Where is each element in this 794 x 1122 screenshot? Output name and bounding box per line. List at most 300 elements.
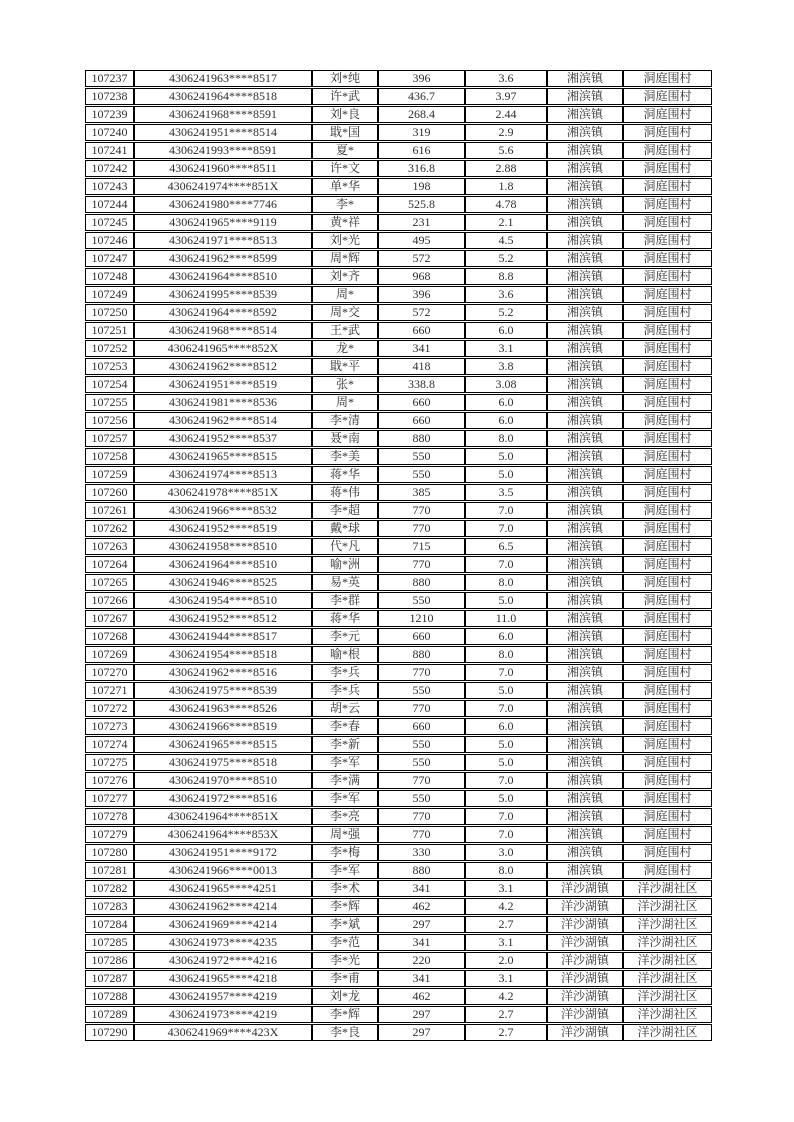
masked-id-cell: 4306241962****8512: [134, 358, 312, 375]
masked-name-cell: 李*美: [312, 448, 378, 465]
village-cell: 洞庭围村: [623, 592, 712, 609]
masked-name-cell: 李*术: [312, 880, 378, 897]
village-cell: 洞庭围村: [623, 790, 712, 807]
amount-cell: 550: [378, 682, 465, 699]
quantity-cell: 3.8: [465, 358, 547, 375]
masked-id-cell: 4306241964****851X: [134, 808, 312, 825]
serial-cell: 107243: [85, 178, 134, 195]
amount-cell: 297: [378, 1006, 465, 1023]
masked-id-cell: 4306241972****8516: [134, 790, 312, 807]
town-cell: 湘滨镇: [547, 196, 623, 213]
amount-cell: 316.8: [378, 160, 465, 177]
town-cell: 湘滨镇: [547, 304, 623, 321]
masked-name-cell: 刘*光: [312, 232, 378, 249]
amount-cell: 770: [378, 772, 465, 789]
masked-id-cell: 4306241964****8510: [134, 268, 312, 285]
masked-id-cell: 4306241963****8526: [134, 700, 312, 717]
quantity-cell: 5.0: [465, 736, 547, 753]
amount-cell: 396: [378, 286, 465, 303]
quantity-cell: 4.78: [465, 196, 547, 213]
village-cell: 洞庭围村: [623, 70, 712, 87]
table-row: [85, 466, 712, 483]
amount-cell: 268.4: [378, 106, 465, 123]
masked-name-cell: 李*甫: [312, 970, 378, 987]
table-row: [85, 682, 712, 699]
town-cell: 湘滨镇: [547, 124, 623, 141]
table-row: [85, 448, 712, 465]
town-cell: 湘滨镇: [547, 754, 623, 771]
masked-id-cell: 4306241952****8512: [134, 610, 312, 627]
village-cell: 洋沙湖社区: [623, 934, 712, 951]
masked-name-cell: 李*兵: [312, 682, 378, 699]
village-cell: 洞庭围村: [623, 232, 712, 249]
town-cell: 湘滨镇: [547, 106, 623, 123]
quantity-cell: 7.0: [465, 502, 547, 519]
masked-name-cell: 戢*平: [312, 358, 378, 375]
table-row: [85, 664, 712, 681]
serial-cell: 107266: [85, 592, 134, 609]
serial-cell: 107251: [85, 322, 134, 339]
village-cell: 洞庭围村: [623, 124, 712, 141]
town-cell: 湘滨镇: [547, 412, 623, 429]
table-row: [85, 502, 712, 519]
amount-cell: 770: [378, 826, 465, 843]
town-cell: 湘滨镇: [547, 268, 623, 285]
serial-cell: 107280: [85, 844, 134, 861]
quantity-cell: 4.5: [465, 232, 547, 249]
quantity-cell: 8.0: [465, 646, 547, 663]
amount-cell: 525.8: [378, 196, 465, 213]
amount-cell: 660: [378, 718, 465, 735]
quantity-cell: 2.9: [465, 124, 547, 141]
table-row: [85, 412, 712, 429]
town-cell: 洋沙湖镇: [547, 970, 623, 987]
amount-cell: 1210: [378, 610, 465, 627]
village-cell: 洞庭围村: [623, 286, 712, 303]
masked-id-cell: 4306241964****8518: [134, 88, 312, 105]
village-cell: 洞庭围村: [623, 340, 712, 357]
masked-id-cell: 4306241962****8599: [134, 250, 312, 267]
amount-cell: 660: [378, 394, 465, 411]
masked-name-cell: 李*元: [312, 628, 378, 645]
masked-id-cell: 4306241975****8539: [134, 682, 312, 699]
serial-cell: 107264: [85, 556, 134, 573]
town-cell: 湘滨镇: [547, 718, 623, 735]
masked-name-cell: 许*武: [312, 88, 378, 105]
village-cell: 洋沙湖社区: [623, 916, 712, 933]
serial-cell: 107283: [85, 898, 134, 915]
quantity-cell: 7.0: [465, 664, 547, 681]
quantity-cell: 6.0: [465, 322, 547, 339]
quantity-cell: 2.0: [465, 952, 547, 969]
town-cell: 湘滨镇: [547, 448, 623, 465]
quantity-cell: 7.0: [465, 700, 547, 717]
table-row: [85, 916, 712, 933]
serial-cell: 107247: [85, 250, 134, 267]
table-row: [85, 106, 712, 123]
quantity-cell: 5.2: [465, 304, 547, 321]
masked-name-cell: 蒋*华: [312, 610, 378, 627]
serial-cell: 107269: [85, 646, 134, 663]
masked-name-cell: 周*: [312, 286, 378, 303]
table-row: [85, 988, 712, 1005]
masked-name-cell: 刘*龙: [312, 988, 378, 1005]
quantity-cell: 2.1: [465, 214, 547, 231]
masked-name-cell: 李*光: [312, 952, 378, 969]
roster-table-body: [85, 70, 712, 1041]
serial-cell: 107248: [85, 268, 134, 285]
amount-cell: 770: [378, 664, 465, 681]
table-row: [85, 214, 712, 231]
town-cell: 湘滨镇: [547, 862, 623, 879]
amount-cell: 660: [378, 322, 465, 339]
masked-id-cell: 4306241962****4214: [134, 898, 312, 915]
village-cell: 洞庭围村: [623, 304, 712, 321]
town-cell: 湘滨镇: [547, 700, 623, 717]
table-row: [85, 646, 712, 663]
masked-name-cell: 易*英: [312, 574, 378, 591]
serial-cell: 107277: [85, 790, 134, 807]
masked-id-cell: 4306241964****8592: [134, 304, 312, 321]
masked-id-cell: 4306241957****4219: [134, 988, 312, 1005]
masked-id-cell: 4306241951****9172: [134, 844, 312, 861]
masked-id-cell: 4306241973****4235: [134, 934, 312, 951]
masked-name-cell: 张*: [312, 376, 378, 393]
table-row: [85, 268, 712, 285]
serial-cell: 107255: [85, 394, 134, 411]
table-row: [85, 88, 712, 105]
village-cell: 洞庭围村: [623, 322, 712, 339]
village-cell: 洋沙湖社区: [623, 1006, 712, 1023]
masked-id-cell: 4306241969****423X: [134, 1024, 312, 1041]
village-cell: 洞庭围村: [623, 88, 712, 105]
town-cell: 湘滨镇: [547, 70, 623, 87]
quantity-cell: 8.0: [465, 430, 547, 447]
quantity-cell: 5.2: [465, 250, 547, 267]
table-row: [85, 178, 712, 195]
masked-id-cell: 4306241974****851X: [134, 178, 312, 195]
town-cell: 湘滨镇: [547, 214, 623, 231]
town-cell: 湘滨镇: [547, 520, 623, 537]
quantity-cell: 3.6: [465, 70, 547, 87]
village-cell: 洞庭围村: [623, 718, 712, 735]
town-cell: 湘滨镇: [547, 250, 623, 267]
town-cell: 洋沙湖镇: [547, 952, 623, 969]
quantity-cell: 2.7: [465, 916, 547, 933]
village-cell: 洋沙湖社区: [623, 898, 712, 915]
village-cell: 洞庭围村: [623, 736, 712, 753]
town-cell: 湘滨镇: [547, 430, 623, 447]
masked-name-cell: 李*群: [312, 592, 378, 609]
masked-id-cell: 4306241966****0013: [134, 862, 312, 879]
amount-cell: 396: [378, 70, 465, 87]
amount-cell: 770: [378, 808, 465, 825]
masked-name-cell: 李*清: [312, 412, 378, 429]
town-cell: 洋沙湖镇: [547, 1006, 623, 1023]
masked-name-cell: 李*春: [312, 718, 378, 735]
serial-cell: 107242: [85, 160, 134, 177]
town-cell: 湘滨镇: [547, 664, 623, 681]
table-row: [85, 574, 712, 591]
masked-id-cell: 4306241993****8591: [134, 142, 312, 159]
town-cell: 湘滨镇: [547, 286, 623, 303]
serial-cell: 107244: [85, 196, 134, 213]
village-cell: 洞庭围村: [623, 142, 712, 159]
serial-cell: 107253: [85, 358, 134, 375]
table-row: [85, 898, 712, 915]
masked-id-cell: 4306241952****8537: [134, 430, 312, 447]
town-cell: 湘滨镇: [547, 682, 623, 699]
quantity-cell: 2.88: [465, 160, 547, 177]
amount-cell: 462: [378, 898, 465, 915]
masked-name-cell: 戢*国: [312, 124, 378, 141]
table-row: [85, 628, 712, 645]
quantity-cell: 7.0: [465, 520, 547, 537]
masked-name-cell: 周*交: [312, 304, 378, 321]
village-cell: 洞庭围村: [623, 754, 712, 771]
amount-cell: 550: [378, 448, 465, 465]
serial-cell: 107271: [85, 682, 134, 699]
serial-cell: 107262: [85, 520, 134, 537]
village-cell: 洞庭围村: [623, 664, 712, 681]
town-cell: 湘滨镇: [547, 610, 623, 627]
serial-cell: 107246: [85, 232, 134, 249]
masked-id-cell: 4306241966****8519: [134, 718, 312, 735]
masked-name-cell: 黄*祥: [312, 214, 378, 231]
masked-name-cell: 刘*良: [312, 106, 378, 123]
quantity-cell: 5.0: [465, 592, 547, 609]
town-cell: 洋沙湖镇: [547, 934, 623, 951]
serial-cell: 107254: [85, 376, 134, 393]
town-cell: 湘滨镇: [547, 358, 623, 375]
masked-id-cell: 4306241975****8518: [134, 754, 312, 771]
serial-cell: 107268: [85, 628, 134, 645]
serial-cell: 107270: [85, 664, 134, 681]
town-cell: 湘滨镇: [547, 466, 623, 483]
masked-id-cell: 4306241980****7746: [134, 196, 312, 213]
quantity-cell: 4.2: [465, 988, 547, 1005]
quantity-cell: 3.5: [465, 484, 547, 501]
table-row: [85, 808, 712, 825]
town-cell: 湘滨镇: [547, 592, 623, 609]
amount-cell: 341: [378, 970, 465, 987]
amount-cell: 436.7: [378, 88, 465, 105]
masked-name-cell: 李*良: [312, 1024, 378, 1041]
town-cell: 湘滨镇: [547, 628, 623, 645]
town-cell: 湘滨镇: [547, 826, 623, 843]
masked-name-cell: 刘*齐: [312, 268, 378, 285]
masked-id-cell: 4306241958****8510: [134, 538, 312, 555]
amount-cell: 770: [378, 556, 465, 573]
amount-cell: 462: [378, 988, 465, 1005]
town-cell: 湘滨镇: [547, 574, 623, 591]
table-row: [85, 556, 712, 573]
village-cell: 洞庭围村: [623, 646, 712, 663]
village-cell: 洞庭围村: [623, 862, 712, 879]
masked-name-cell: 戴*球: [312, 520, 378, 537]
amount-cell: 341: [378, 880, 465, 897]
town-cell: 洋沙湖镇: [547, 880, 623, 897]
masked-id-cell: 4306241960****8511: [134, 160, 312, 177]
masked-id-cell: 4306241966****8532: [134, 502, 312, 519]
serial-cell: 107261: [85, 502, 134, 519]
amount-cell: 220: [378, 952, 465, 969]
masked-id-cell: 4306241962****8514: [134, 412, 312, 429]
masked-name-cell: 蒋*伟: [312, 484, 378, 501]
serial-cell: 107256: [85, 412, 134, 429]
town-cell: 湘滨镇: [547, 808, 623, 825]
quantity-cell: 3.1: [465, 880, 547, 897]
masked-name-cell: 龙*: [312, 340, 378, 357]
masked-name-cell: 单*华: [312, 178, 378, 195]
masked-name-cell: 聂*南: [312, 430, 378, 447]
masked-name-cell: 周*: [312, 394, 378, 411]
masked-id-cell: 4306241946****8525: [134, 574, 312, 591]
masked-id-cell: 4306241952****8519: [134, 520, 312, 537]
table-row: [85, 826, 712, 843]
serial-cell: 107249: [85, 286, 134, 303]
amount-cell: 297: [378, 916, 465, 933]
masked-name-cell: 李*: [312, 196, 378, 213]
amount-cell: 770: [378, 520, 465, 537]
masked-id-cell: 4306241972****4216: [134, 952, 312, 969]
masked-name-cell: 李*范: [312, 934, 378, 951]
village-cell: 洞庭围村: [623, 106, 712, 123]
table-row: [85, 844, 712, 861]
town-cell: 湘滨镇: [547, 844, 623, 861]
serial-cell: 107275: [85, 754, 134, 771]
serial-cell: 107241: [85, 142, 134, 159]
quantity-cell: 3.6: [465, 286, 547, 303]
town-cell: 湘滨镇: [547, 538, 623, 555]
table-row: [85, 934, 712, 951]
village-cell: 洋沙湖社区: [623, 880, 712, 897]
amount-cell: 297: [378, 1024, 465, 1041]
village-cell: 洋沙湖社区: [623, 1024, 712, 1041]
masked-id-cell: 4306241965****4251: [134, 880, 312, 897]
amount-cell: 572: [378, 250, 465, 267]
town-cell: 湘滨镇: [547, 556, 623, 573]
quantity-cell: 5.0: [465, 448, 547, 465]
quantity-cell: 6.0: [465, 718, 547, 735]
quantity-cell: 5.0: [465, 790, 547, 807]
village-cell: 洞庭围村: [623, 160, 712, 177]
quantity-cell: 2.44: [465, 106, 547, 123]
village-cell: 洞庭围村: [623, 520, 712, 537]
quantity-cell: 7.0: [465, 826, 547, 843]
amount-cell: 385: [378, 484, 465, 501]
town-cell: 湘滨镇: [547, 178, 623, 195]
amount-cell: 616: [378, 142, 465, 159]
masked-name-cell: 喻*根: [312, 646, 378, 663]
village-cell: 洞庭围村: [623, 610, 712, 627]
masked-id-cell: 4306241978****851X: [134, 484, 312, 501]
serial-cell: 107257: [85, 430, 134, 447]
masked-id-cell: 4306241965****4218: [134, 970, 312, 987]
serial-cell: 107237: [85, 70, 134, 87]
masked-id-cell: 4306241968****8514: [134, 322, 312, 339]
serial-cell: 107282: [85, 880, 134, 897]
masked-name-cell: 夏*: [312, 142, 378, 159]
town-cell: 湘滨镇: [547, 772, 623, 789]
amount-cell: 880: [378, 574, 465, 591]
quantity-cell: 3.97: [465, 88, 547, 105]
serial-cell: 107274: [85, 736, 134, 753]
serial-cell: 107267: [85, 610, 134, 627]
serial-cell: 107287: [85, 970, 134, 987]
masked-id-cell: 4306241969****4214: [134, 916, 312, 933]
masked-id-cell: 4306241964****853X: [134, 826, 312, 843]
table-row: [85, 538, 712, 555]
village-cell: 洋沙湖社区: [623, 970, 712, 987]
town-cell: 湘滨镇: [547, 394, 623, 411]
masked-name-cell: 代*凡: [312, 538, 378, 555]
table-row: [85, 754, 712, 771]
amount-cell: 880: [378, 862, 465, 879]
town-cell: 湘滨镇: [547, 484, 623, 501]
quantity-cell: 5.6: [465, 142, 547, 159]
serial-cell: 107238: [85, 88, 134, 105]
serial-cell: 107276: [85, 772, 134, 789]
table-row: [85, 196, 712, 213]
amount-cell: 770: [378, 502, 465, 519]
amount-cell: 880: [378, 430, 465, 447]
amount-cell: 198: [378, 178, 465, 195]
village-cell: 洞庭围村: [623, 772, 712, 789]
masked-id-cell: 4306241965****9119: [134, 214, 312, 231]
roster-table: [85, 69, 712, 1042]
village-cell: 洞庭围村: [623, 466, 712, 483]
quantity-cell: 8.8: [465, 268, 547, 285]
village-cell: 洞庭围村: [623, 214, 712, 231]
serial-cell: 107265: [85, 574, 134, 591]
serial-cell: 107284: [85, 916, 134, 933]
village-cell: 洞庭围村: [623, 700, 712, 717]
amount-cell: 330: [378, 844, 465, 861]
table-row: [85, 124, 712, 141]
village-cell: 洞庭围村: [623, 556, 712, 573]
table-row: [85, 700, 712, 717]
town-cell: 洋沙湖镇: [547, 898, 623, 915]
table-row: [85, 880, 712, 897]
amount-cell: 338.8: [378, 376, 465, 393]
serial-cell: 107272: [85, 700, 134, 717]
town-cell: 湘滨镇: [547, 502, 623, 519]
serial-cell: 107289: [85, 1006, 134, 1023]
town-cell: 湘滨镇: [547, 88, 623, 105]
town-cell: 洋沙湖镇: [547, 988, 623, 1005]
town-cell: 湘滨镇: [547, 232, 623, 249]
table-row: [85, 358, 712, 375]
table-row: [85, 394, 712, 411]
quantity-cell: 2.7: [465, 1006, 547, 1023]
village-cell: 洞庭围村: [623, 358, 712, 375]
serial-cell: 107279: [85, 826, 134, 843]
quantity-cell: 7.0: [465, 808, 547, 825]
masked-name-cell: 李*辉: [312, 898, 378, 915]
quantity-cell: 6.0: [465, 394, 547, 411]
serial-cell: 107281: [85, 862, 134, 879]
village-cell: 洞庭围村: [623, 178, 712, 195]
masked-id-cell: 4306241965****8515: [134, 736, 312, 753]
table-row: [85, 772, 712, 789]
table-row: [85, 304, 712, 321]
masked-id-cell: 4306241973****4219: [134, 1006, 312, 1023]
masked-name-cell: 许*文: [312, 160, 378, 177]
masked-name-cell: 胡*云: [312, 700, 378, 717]
table-row: [85, 286, 712, 303]
amount-cell: 550: [378, 466, 465, 483]
